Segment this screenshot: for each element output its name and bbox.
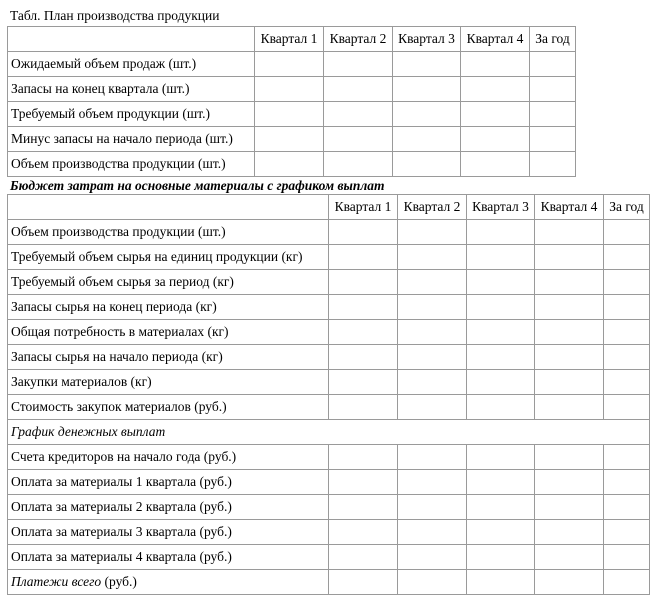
header-corner-cell — [8, 27, 255, 52]
total-label-suffix: (руб.) — [101, 574, 137, 589]
value-cell — [535, 245, 604, 270]
value-cell — [535, 345, 604, 370]
value-cell — [604, 520, 650, 545]
table-row — [8, 545, 650, 570]
value-cell — [324, 152, 393, 177]
column-header-q3: Квартал 3 — [467, 195, 535, 220]
value-cell — [329, 395, 398, 420]
value-cell — [604, 395, 650, 420]
value-cell — [324, 77, 393, 102]
value-cell — [329, 570, 398, 595]
table-row — [8, 245, 650, 270]
value-cell — [398, 345, 467, 370]
column-header-q4: Квартал 4 — [461, 27, 530, 52]
value-cell — [467, 520, 535, 545]
value-cell — [461, 77, 530, 102]
value-cell — [461, 127, 530, 152]
value-cell — [398, 570, 467, 595]
value-cell — [467, 470, 535, 495]
value-cell — [393, 77, 461, 102]
table-row — [8, 152, 576, 177]
row-label: Запасы сырья на начало периода (кг) — [8, 345, 329, 370]
value-cell — [604, 470, 650, 495]
row-label: Ожидаемый объем продаж (шт.) — [8, 52, 255, 77]
value-cell — [467, 320, 535, 345]
value-cell — [467, 270, 535, 295]
row-label: Объем производства продукции (шт.) — [8, 152, 255, 177]
value-cell — [398, 245, 467, 270]
value-cell — [329, 295, 398, 320]
value-cell — [604, 270, 650, 295]
value-cell — [329, 320, 398, 345]
value-cell — [467, 345, 535, 370]
value-cell — [467, 245, 535, 270]
value-cell — [393, 127, 461, 152]
table-row — [8, 570, 650, 595]
value-cell — [530, 152, 576, 177]
row-label: Требуемый объем продукции (шт.) — [8, 102, 255, 127]
value-cell — [329, 520, 398, 545]
row-label: Оплата за материалы 1 квартала (руб.) — [8, 470, 329, 495]
value-cell — [604, 445, 650, 470]
value-cell — [535, 395, 604, 420]
row-label: Запасы сырья на конец периода (кг) — [8, 295, 329, 320]
value-cell — [398, 495, 467, 520]
value-cell — [535, 545, 604, 570]
value-cell — [535, 495, 604, 520]
table-row — [8, 395, 650, 420]
value-cell — [329, 470, 398, 495]
column-header-year: За год — [604, 195, 650, 220]
value-cell — [530, 127, 576, 152]
table-row — [8, 445, 650, 470]
value-cell — [255, 77, 324, 102]
payment-schedule-title: График денежных выплат — [8, 420, 650, 445]
value-cell — [329, 220, 398, 245]
table-row — [8, 520, 650, 545]
value-cell — [604, 345, 650, 370]
value-cell — [467, 370, 535, 395]
value-cell — [329, 270, 398, 295]
table-row — [8, 220, 650, 245]
column-header-q2: Квартал 2 — [324, 27, 393, 52]
column-header-year: За год — [530, 27, 576, 52]
value-cell — [398, 445, 467, 470]
value-cell — [393, 152, 461, 177]
value-cell — [604, 220, 650, 245]
value-cell — [398, 370, 467, 395]
value-cell — [535, 370, 604, 395]
value-cell — [329, 445, 398, 470]
value-cell — [604, 295, 650, 320]
value-cell — [324, 127, 393, 152]
value-cell — [398, 545, 467, 570]
value-cell — [467, 395, 535, 420]
value-cell — [398, 220, 467, 245]
production-plan-table — [7, 26, 576, 177]
value-cell — [398, 295, 467, 320]
table2-caption: Бюджет затрат на основные материалы с графиком выплат — [10, 178, 385, 193]
value-cell — [467, 445, 535, 470]
row-label: Счета кредиторов на начало года (руб.) — [8, 445, 329, 470]
column-header-q1: Квартал 1 — [329, 195, 398, 220]
header-corner-cell — [8, 195, 329, 220]
value-cell — [255, 127, 324, 152]
table1-caption: Табл. План производства продукции — [10, 8, 220, 23]
value-cell — [604, 245, 650, 270]
value-cell — [461, 152, 530, 177]
value-cell — [329, 345, 398, 370]
table-row — [8, 295, 650, 320]
table-row — [8, 470, 650, 495]
table-header-row — [8, 27, 576, 52]
value-cell — [324, 52, 393, 77]
value-cell — [398, 470, 467, 495]
table-row — [8, 270, 650, 295]
row-label: Оплата за материалы 3 квартала (руб.) — [8, 520, 329, 545]
value-cell — [398, 395, 467, 420]
row-label-total — [8, 570, 329, 595]
value-cell — [393, 52, 461, 77]
row-label: Требуемый объем сырья за период (кг) — [8, 270, 329, 295]
row-label: Запасы на конец квартала (шт.) — [8, 77, 255, 102]
value-cell — [467, 295, 535, 320]
table-row — [8, 52, 576, 77]
row-label: Объем производства продукции (шт.) — [8, 220, 329, 245]
row-label: Закупки материалов (кг) — [8, 370, 329, 395]
value-cell — [461, 52, 530, 77]
row-label: Минус запасы на начало периода (шт.) — [8, 127, 255, 152]
row-label: Оплата за материалы 2 квартала (руб.) — [8, 495, 329, 520]
column-header-q2: Квартал 2 — [398, 195, 467, 220]
row-label: Стоимость закупок материалов (руб.) — [8, 395, 329, 420]
value-cell — [467, 570, 535, 595]
value-cell — [535, 295, 604, 320]
value-cell — [255, 102, 324, 127]
column-header-q1: Квартал 1 — [255, 27, 324, 52]
value-cell — [329, 545, 398, 570]
row-label: Требуемый объем сырья на единиц продукции (кг) — [8, 245, 329, 270]
value-cell — [535, 445, 604, 470]
column-header-q3: Квартал 3 — [393, 27, 461, 52]
value-cell — [329, 495, 398, 520]
table-row — [8, 127, 576, 152]
value-cell — [324, 102, 393, 127]
table-row — [8, 320, 650, 345]
value-cell — [604, 570, 650, 595]
value-cell — [255, 152, 324, 177]
value-cell — [255, 52, 324, 77]
value-cell — [535, 220, 604, 245]
table-header-row — [8, 195, 650, 220]
value-cell — [530, 102, 576, 127]
value-cell — [398, 520, 467, 545]
value-cell — [329, 370, 398, 395]
section-header-row — [8, 420, 650, 445]
value-cell — [604, 320, 650, 345]
value-cell — [535, 270, 604, 295]
row-label: Оплата за материалы 4 квартала (руб.) — [8, 545, 329, 570]
value-cell — [467, 495, 535, 520]
value-cell — [398, 320, 467, 345]
table-row — [8, 102, 576, 127]
value-cell — [604, 370, 650, 395]
table-row — [8, 370, 650, 395]
value-cell — [467, 545, 535, 570]
table-row — [8, 495, 650, 520]
value-cell — [467, 220, 535, 245]
value-cell — [398, 270, 467, 295]
value-cell — [604, 495, 650, 520]
value-cell — [535, 520, 604, 545]
value-cell — [604, 545, 650, 570]
value-cell — [530, 77, 576, 102]
value-cell — [535, 570, 604, 595]
total-label-italic: Платежи всего — [11, 574, 102, 589]
table-row — [8, 345, 650, 370]
value-cell — [461, 102, 530, 127]
value-cell — [535, 320, 604, 345]
value-cell — [530, 52, 576, 77]
value-cell — [535, 470, 604, 495]
value-cell — [329, 245, 398, 270]
materials-budget-table — [7, 194, 650, 595]
value-cell — [393, 102, 461, 127]
row-label: Общая потребность в материалах (кг) — [8, 320, 329, 345]
column-header-q4: Квартал 4 — [535, 195, 604, 220]
table-row — [8, 77, 576, 102]
